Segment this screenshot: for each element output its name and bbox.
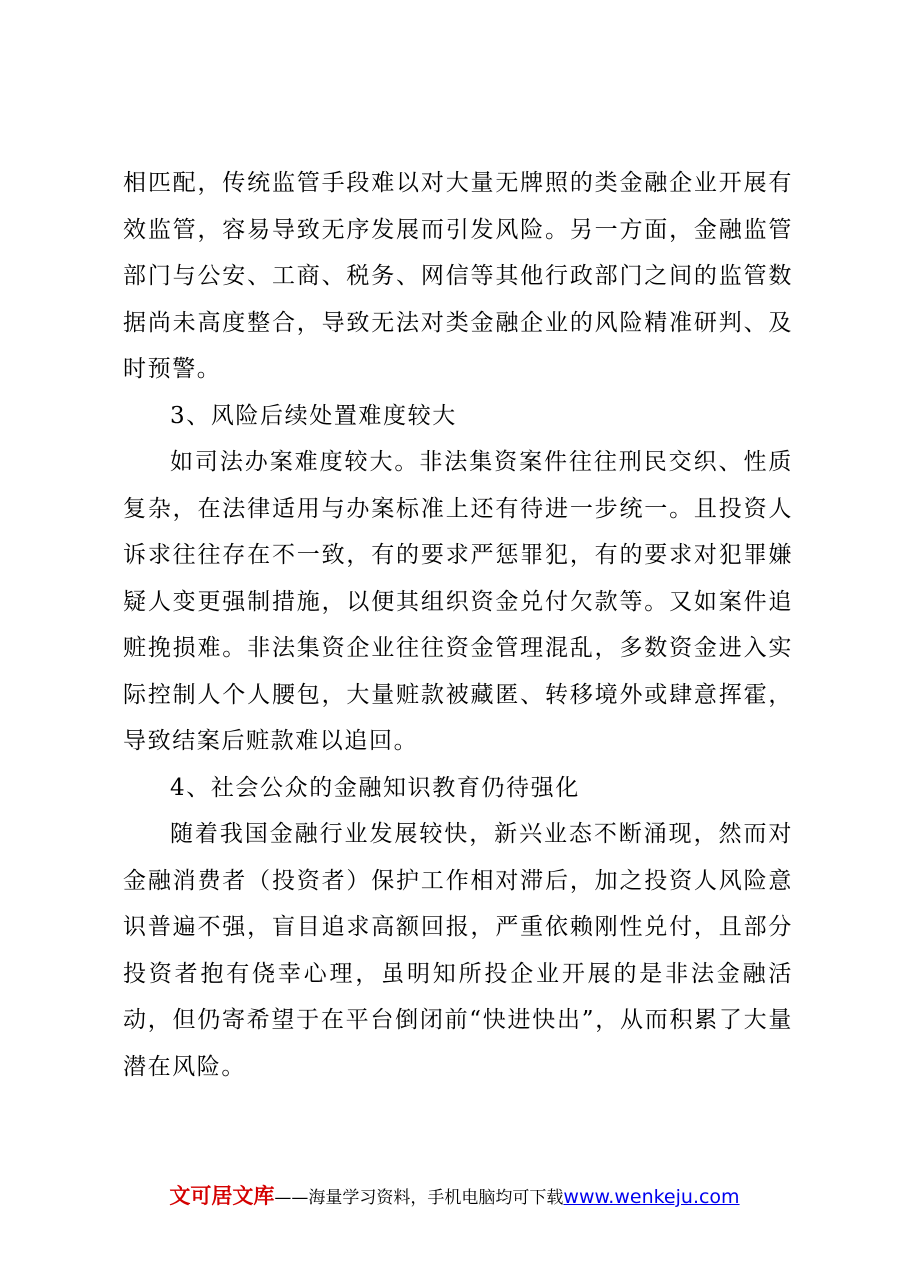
section-heading-3: 3、风险后续处置难度较大: [170, 402, 457, 429]
document-body: [123, 160, 793, 1090]
paragraph-judicial-handling: 如司法办案难度较大。非法集资案件往往刑民交织、性质复杂，在法律适用与办案标准上还有待进一步统一。且投资人诉求往往存在不一致，有的要求严惩罪犯，有的要求对犯罪嫌疑人变更强制措施，以便其组织资金兑付欠款等。又如案件追赃挽损难。非法集资企业往往资金管理混乱，多数资金进入实际控制人个人腰包，大量赃款被藏匿、转移境外或肆意挥霍，导致结案后赃款难以追回。: [123, 449, 793, 754]
paragraph-public-education: 随着我国金融行业发展较快，新兴业态不断涌现，然而对金融消费者（投资者）保护工作相对滞后，加之投资人风险意识普遍不强，盲目追求高额回报，严重依赖刚性兑付，且部分投资者抱有侥幸心理，虽明知所投企业开展的是非法金融活动，但仍寄希望于在平台倒闭前“快进快出”，从而积累了大量潜在风险。: [123, 821, 793, 1080]
section-heading-4: 4、社会公众的金融知识教育仍待强化: [170, 774, 580, 801]
footer-tagline: ——海量学习资料，手机电脑均可下载: [274, 1188, 564, 1208]
footer-brand: 文可居文库: [169, 1184, 275, 1208]
footer-site-link[interactable]: www.wenkeju.com: [563, 1186, 740, 1208]
paragraph-continuation: 相匹配，传统监管手段难以对大量无牌照的类金融企业开展有效监管，容易导致无序发展而引发风险。另一方面，金融监管部门与公安、工商、税务、网信等其他行政部门之间的监管数据尚未高度整合，导致无法对类金融企业的风险精准研判、及时预警。: [123, 170, 793, 382]
footer-banner: [0, 1180, 909, 1210]
